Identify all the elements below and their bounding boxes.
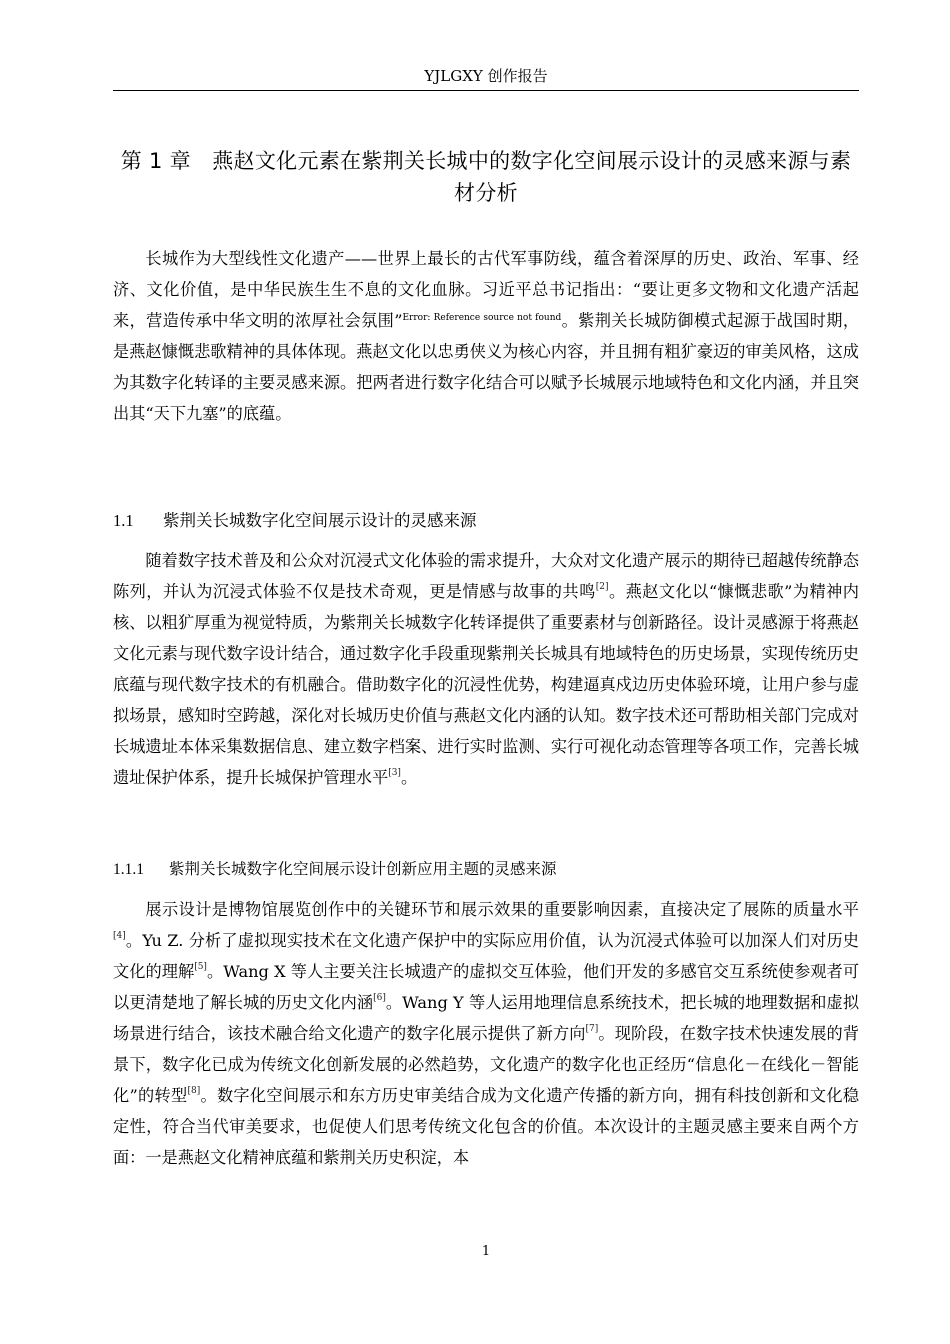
subsection-number: 1.1.1 [113, 861, 144, 878]
citation-6: [6] [373, 993, 386, 1003]
para-text: 。数字化空间展示和东方历史审美结合成为文化遗产传播的新方向，拥有科技创新和文化稳定性，符合当代审美要求，也促使人们思考传统文化包含的价值。本次设计的主题灵感主要来自两个方面：一是燕赵文化精神底蕴和紫荆关历史积淀，本 [113, 1086, 860, 1167]
section-title: 紫荆关长城数字化空间展示设计的灵感来源 [163, 511, 477, 530]
citation-3: [3] [388, 768, 401, 778]
chapter-title: 第 1 章 燕赵文化元素在紫荆关长城中的数字化空间展示设计的灵感来源与素材分析 [120, 149, 852, 205]
citation-5: [5] [194, 962, 207, 972]
running-header: YJLGXY 创作报告 [424, 67, 548, 85]
intro-paragraph [113, 243, 859, 429]
para-text: 。燕赵文化以“慷慨悲歌”为精神内核、以粗犷厚重为视觉特质，为紫荆关长城数字化转译提供了重要素材与创新路径。设计灵感源于将燕赵文化元素与现代数字设计结合，通过数字化手段重现紫荆关长城具有地域特色的历史场景，实现传统历史底蕴与现代数字技术的有机融合。借助数字化的沉浸性优势，构建逼真戍边历史体验环境，让用户参与虚拟场景，感知时空跨越，深化对长城历史价值与燕赵文化内涵的认知。数字技术还可帮助相关部门完成对长城遗址本体采集数据信息、建立数字档案、进行实时监测、实行可视化动态管理等各项工作，完善长城遗址保护体系，提升长城保护管理水平 [113, 582, 859, 787]
para-text: 。现阶段，在数字技术快速发展的背景下，数字化已成为传统文化创新发展的必然趋势，文化遗产的数字化也正经历“信息化－在线化－智能化”的转型 [113, 1024, 860, 1105]
section-heading-1-1 [113, 509, 859, 533]
intro-text-a: 长城作为大型线性文化遗产——世界上最长的古代军事防线，蕴含着深厚的历史、政治、军事、经济、文化价值，是中华民族生生不息的文化血脉。习近平总书记指出：“要让更多文物和文化遗产活起来，营造传承中华文明的浓厚社会氛围” [113, 249, 859, 330]
section-number: 1.1 [113, 511, 134, 530]
citation-4: [4] [113, 931, 126, 941]
citation-2: [2] [595, 582, 609, 592]
para-text: 。Wang Y 等人运用地理信息系统技术，把长城的地理数据和虚拟场景进行结合，该技术融合给文化遗产的数字化展示提供了新方向 [113, 993, 860, 1043]
reference-error-note: Error: Reference source not found [402, 313, 562, 323]
para-text: 。 [400, 768, 418, 787]
para-text: 。Yu Z. 分析了虚拟现实技术在文化遗产保护中的实际应用价值，认为沉浸式体验可以加深人们对历史文化的理解 [113, 931, 859, 981]
subsection-title: 紫荆关长城数字化空间展示设计创新应用主题的灵感来源 [169, 860, 557, 878]
section-1-1-paragraph [113, 545, 859, 793]
intro-text-b: 。紫荆关长城防御模式起源于战国时期，是燕赵慷慨悲歌精神的具体体现。燕赵文化以忠勇侠义为核心内容，并且拥有粗犷豪迈的审美风格，这成为其数字化转译的主要灵感来源。把两者进行数字化结合可以赋予长城展示地域特色和文化内涵，并且突出其“天下九塞”的底蕴。 [113, 311, 860, 423]
page-number: 1 [481, 1244, 491, 1259]
para-text: 展示设计是博物馆展览创作中的关键环节和展示效果的重要影响因素，直接决定了展陈的质量水平 [145, 900, 859, 919]
section-1-1-1-paragraph [113, 894, 859, 1173]
para-text: 。Wang X 等人主要关注长城遗产的虚拟交互体验，他们开发的多感官交互系统使参观者可以更清楚地了解长城的历史文化内涵 [113, 962, 860, 1012]
citation-7: [7] [585, 1024, 599, 1034]
citation-8: [8] [187, 1086, 201, 1096]
section-heading-1-1-1 [113, 857, 859, 882]
para-text: 随着数字技术普及和公众对沉浸式文化体验的需求提升，大众对文化遗产展示的期待已超越传统静态陈列，并认为沉浸式体验不仅是技术奇观，更是情感与故事的共鸣 [113, 551, 859, 601]
header-rule [113, 90, 859, 91]
